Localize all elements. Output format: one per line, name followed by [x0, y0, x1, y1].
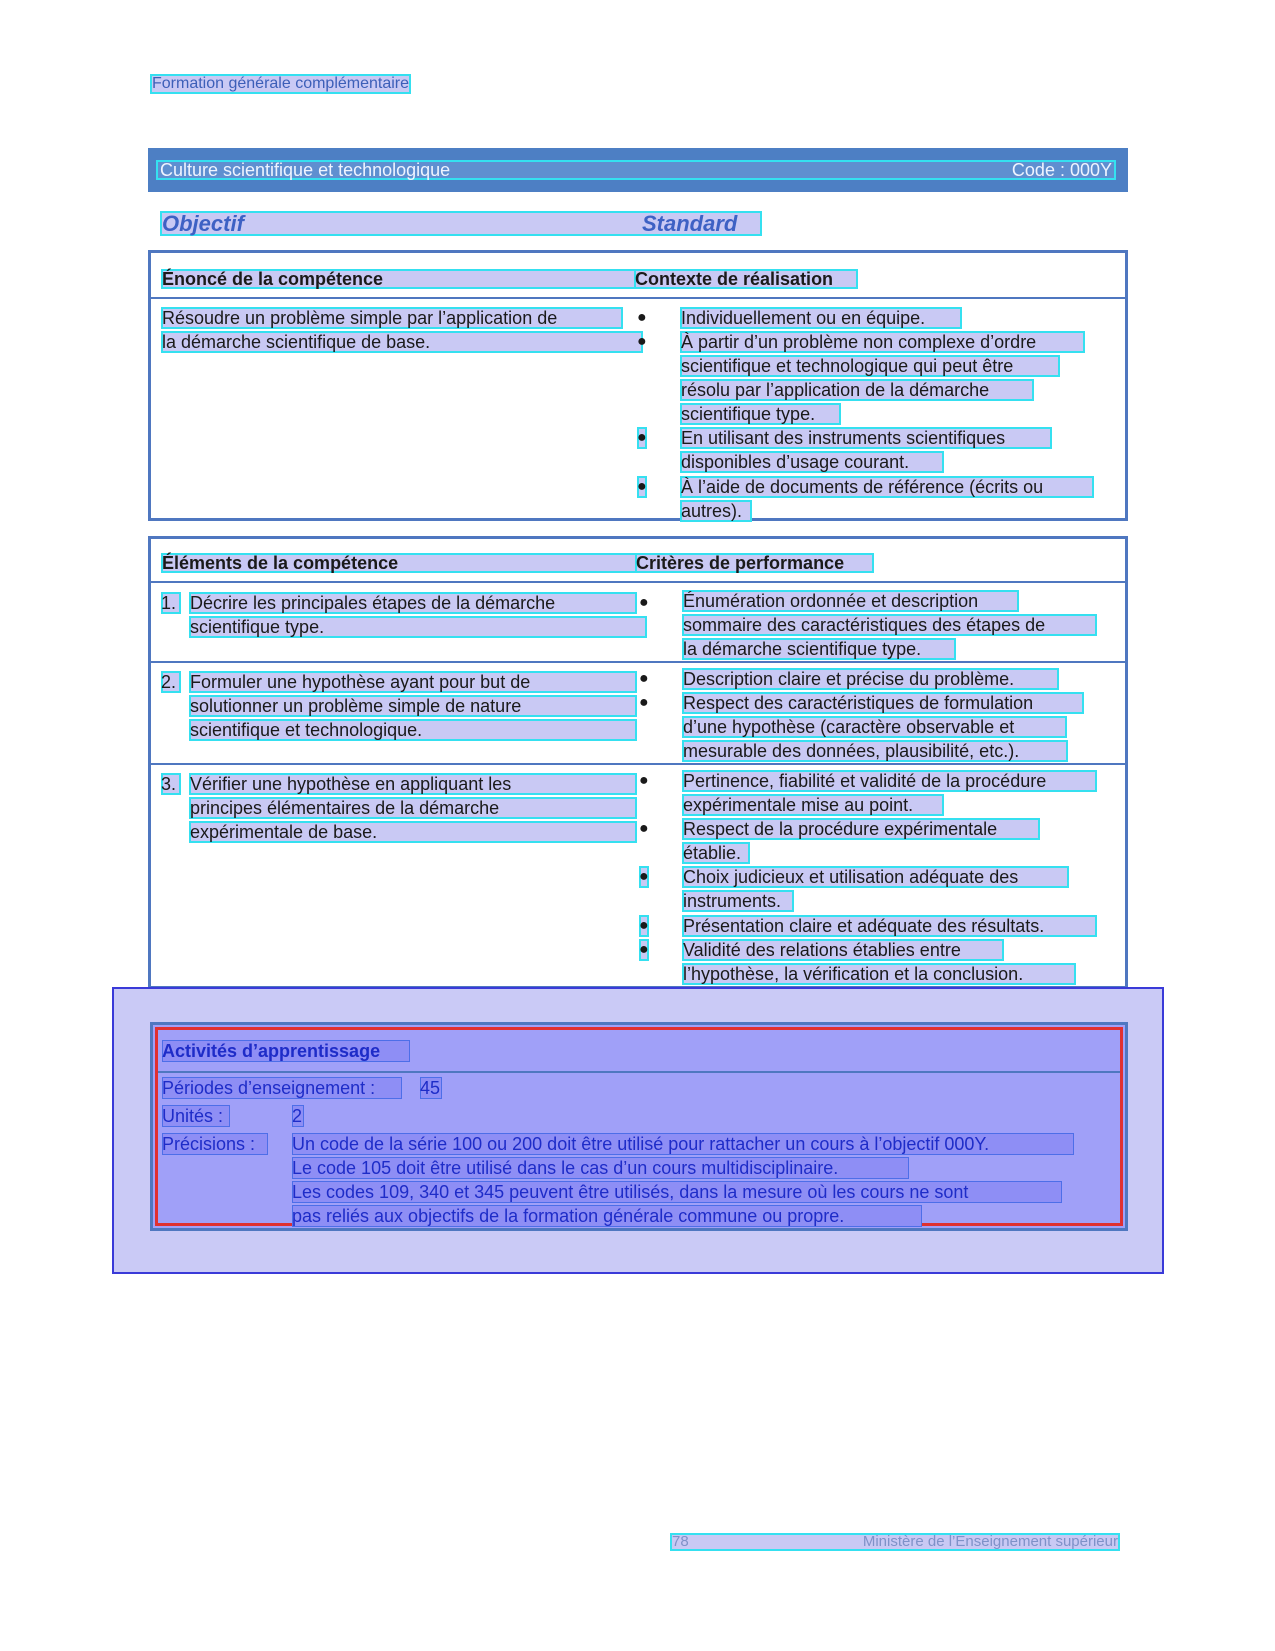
- context-line: Individuellement ou en équipe.: [680, 307, 962, 329]
- element-number: 2.: [161, 671, 181, 693]
- bullet: ●: [637, 309, 647, 326]
- criterion: [682, 692, 1084, 764]
- running-header: Formation générale complémentaire: [152, 75, 410, 92]
- context-line: En utilisant des instruments scientifiques: [680, 427, 1052, 449]
- competency-statement-table: [148, 250, 1128, 521]
- criterion-line: mesurable des données, plausibilité, etc.).: [682, 740, 1068, 762]
- context-line: scientifique et technologique qui peut être: [680, 355, 1060, 377]
- objectif-standard-row: [160, 211, 762, 236]
- criteria-header: Critères de performance: [635, 553, 874, 573]
- precision-line: Un code de la série 100 ou 200 doit être utilisé pour rattacher un cours à l’objectif 000Y.: [292, 1133, 1074, 1155]
- criterion-line: Respect des caractéristiques de formulation: [682, 692, 1084, 714]
- row-divider: [151, 763, 1125, 765]
- page-footer: [670, 1533, 1120, 1551]
- periods-label: Périodes d’enseignement :: [162, 1077, 402, 1099]
- precision-line: pas reliés aux objectifs de la formation générale commune ou propre.: [292, 1205, 922, 1227]
- learning-activities-box: [150, 1022, 1128, 1231]
- criterion-line: d’une hypothèse (caractère observable et: [682, 716, 1067, 738]
- element-line: solutionner un problème simple de nature: [189, 695, 637, 717]
- ministry-name: Ministère de l’Enseignement supérieur: [862, 1533, 1118, 1550]
- activities-divider: [158, 1071, 1120, 1073]
- criterion: [682, 915, 1097, 939]
- criterion-line: sommaire des caractéristiques des étapes de: [682, 614, 1097, 636]
- criterion-line: Présentation claire et adéquate des résultats.: [682, 915, 1097, 937]
- criterion-line: la démarche scientifique type.: [682, 638, 956, 660]
- element-number: 1.: [161, 592, 181, 614]
- context-header: Contexte de réalisation: [634, 269, 858, 289]
- element-line: principes élémentaires de la démarche: [189, 797, 637, 819]
- element-line: expérimentale de base.: [189, 821, 637, 843]
- criterion-line: Énumération ordonnée et description: [682, 590, 1019, 612]
- criterion: [682, 818, 1040, 866]
- course-code: Code : 000Y: [1011, 160, 1112, 180]
- course-title: Culture scientifique et technologique: [160, 160, 451, 180]
- bullet: ●: [639, 866, 649, 888]
- context-line: résolu par l’application de la démarche: [680, 379, 1034, 401]
- activities-title: Activités d’apprentissage: [162, 1040, 410, 1062]
- table2-header-divider: [151, 581, 1125, 583]
- context-line: À l’aide de documents de référence (écrits ou: [680, 476, 1094, 498]
- bullet: ●: [637, 427, 647, 449]
- context-line: disponibles d’usage courant.: [680, 451, 944, 473]
- element-text: [189, 592, 647, 640]
- context-line: À partir d’un problème non complexe d’ordre: [680, 331, 1085, 353]
- bullet: ●: [639, 594, 649, 611]
- page-number: 78: [672, 1533, 689, 1550]
- criterion-line: Description claire et précise du problème.: [682, 668, 1059, 690]
- criterion-line: Respect de la procédure expérimentale: [682, 818, 1040, 840]
- criterion-line: Pertinence, fiabilité et validité de la procédure: [682, 770, 1097, 792]
- periods-value: 45: [420, 1078, 441, 1098]
- context-line: scientifique type.: [680, 403, 841, 425]
- bullet: ●: [639, 939, 649, 961]
- criterion-line: expérimentale mise au point.: [682, 794, 944, 816]
- context-item: [680, 476, 1094, 524]
- bullet: ●: [639, 694, 649, 711]
- context-item: [680, 307, 962, 331]
- units-label: Unités :: [162, 1105, 230, 1127]
- learning-activities-highlight: [155, 1027, 1123, 1226]
- criterion-line: Validité des relations établies entre: [682, 939, 1004, 961]
- criterion: [682, 668, 1059, 692]
- standard-label: Standard: [642, 211, 738, 236]
- criterion-line: l’hypothèse, la vérification et la conclusion.: [682, 963, 1076, 985]
- bullet: ●: [639, 820, 649, 837]
- course-title-strip: [156, 160, 1116, 180]
- criterion: [682, 590, 1097, 662]
- element-line: Formuler une hypothèse ayant pour but de: [189, 671, 637, 693]
- element-text: [189, 773, 637, 845]
- statement-line: Résoudre un problème simple par l’application de: [161, 307, 623, 329]
- bullet: ●: [639, 915, 649, 937]
- element-line: scientifique et technologique.: [189, 719, 637, 741]
- context-item: [680, 331, 1085, 427]
- element-line: scientifique type.: [189, 616, 647, 638]
- element-line: Vérifier une hypothèse en appliquant les: [189, 773, 637, 795]
- precision-line: Le code 105 doit être utilisé dans le cas d’un cours multidisciplinaire.: [292, 1157, 909, 1179]
- course-title-bar: [148, 148, 1128, 192]
- precisions-text: [292, 1133, 1074, 1229]
- criterion: [682, 939, 1076, 987]
- bullet: ●: [639, 772, 649, 789]
- element-line: Décrire les principales étapes de la démarche: [189, 592, 637, 614]
- criterion-line: Choix judicieux et utilisation adéquate des: [682, 866, 1069, 888]
- precision-line: Les codes 109, 340 et 345 peuvent être utilisés, dans la mesure où les cours ne sont: [292, 1181, 1062, 1203]
- elements-header: Éléments de la compétence: [161, 553, 638, 573]
- precisions-label: Précisions :: [162, 1133, 268, 1155]
- element-number: 3.: [161, 773, 181, 795]
- objectif-label: Objectif: [162, 211, 244, 236]
- units-value: 2: [292, 1106, 303, 1126]
- bullet: ●: [637, 476, 647, 498]
- criterion-line: établie.: [682, 842, 750, 864]
- context-line: autres).: [680, 500, 752, 522]
- context-item: [680, 427, 1052, 475]
- row-divider: [151, 661, 1125, 663]
- statement-header: Énoncé de la compétence: [161, 269, 637, 289]
- criterion-line: instruments.: [682, 890, 794, 912]
- bullet: ●: [637, 333, 647, 350]
- criterion: [682, 770, 1097, 818]
- competency-statement: [161, 307, 643, 355]
- criterion: [682, 866, 1069, 914]
- bullet: ●: [639, 670, 649, 687]
- statement-line: la démarche scientifique de base.: [161, 331, 643, 353]
- performance-criteria-table: [148, 536, 1128, 989]
- table1-header-divider: [151, 297, 1125, 299]
- element-text: [189, 671, 637, 743]
